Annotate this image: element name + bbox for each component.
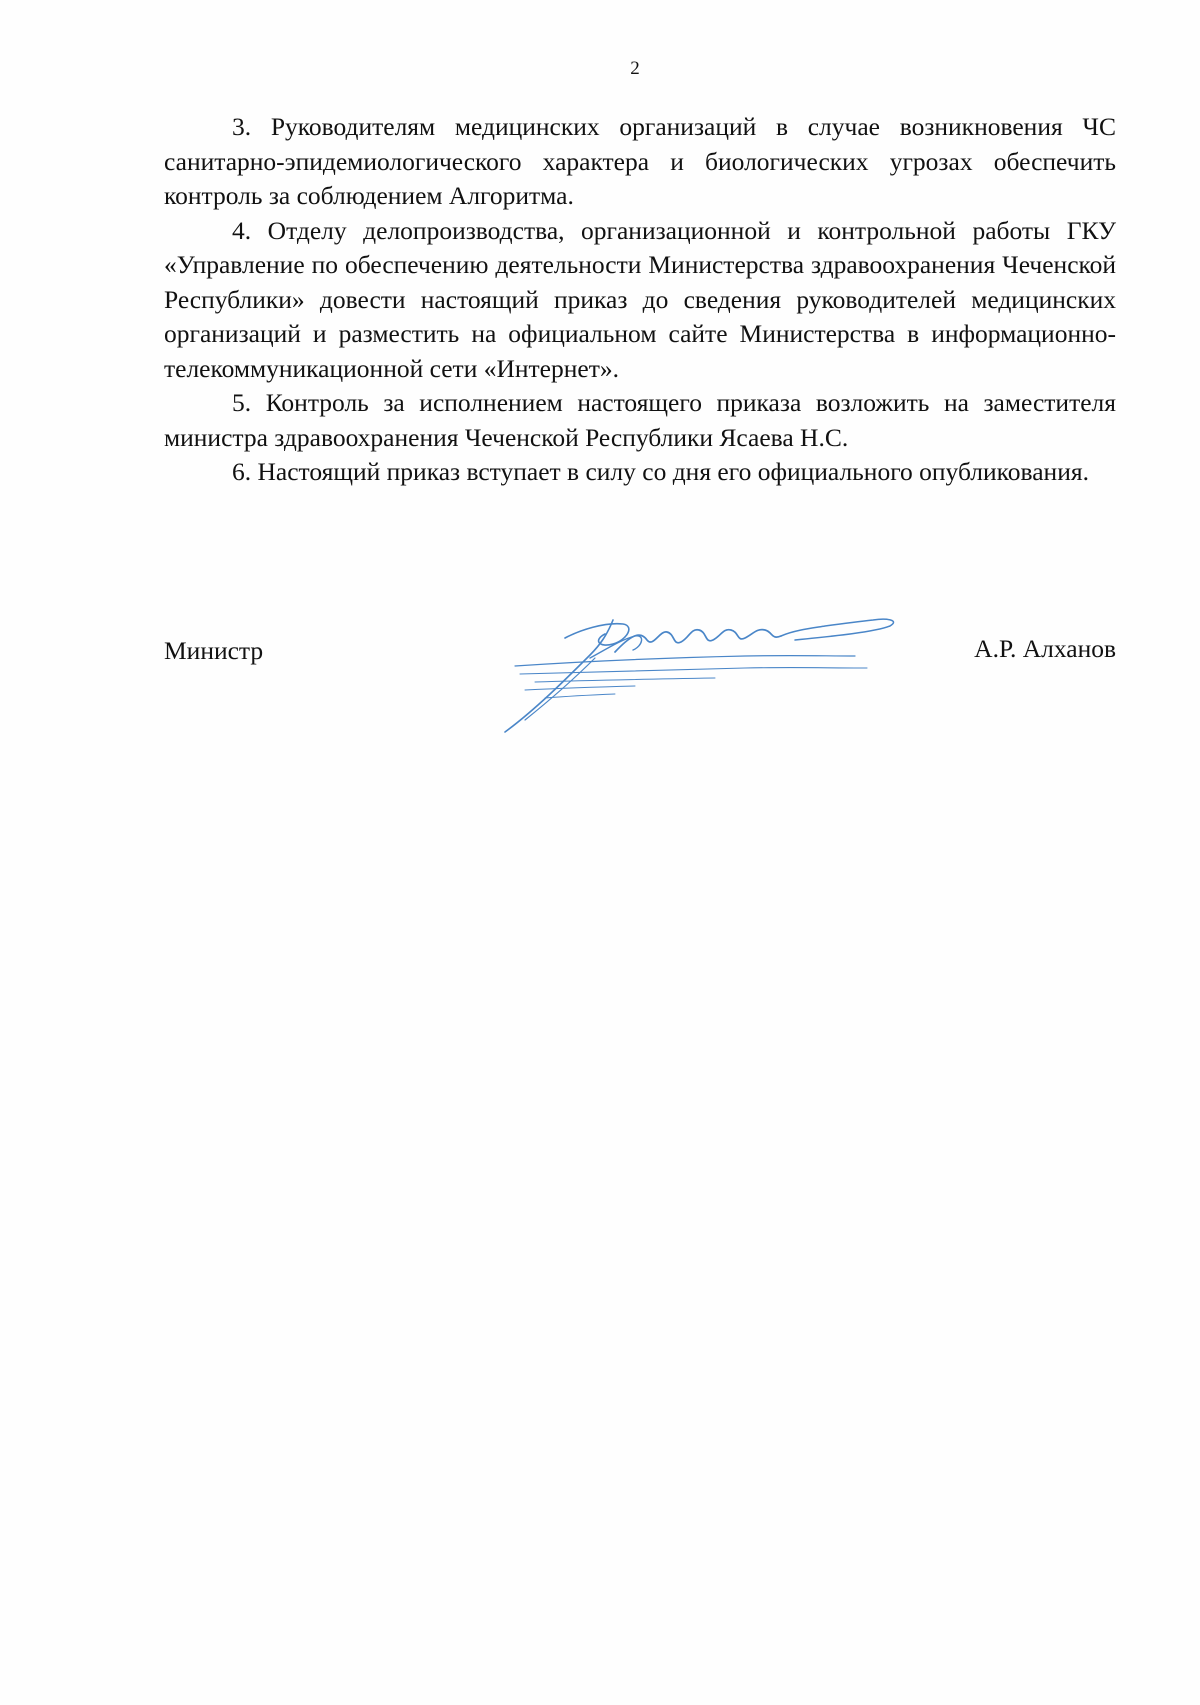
page-number: 2 [630,58,640,79]
paragraph-6: 6. Настоящий приказ вступает в силу со дня его официального опубликования. [232,457,1089,486]
paragraph-3: 3. Руководителям медицинских организаций в случае возникновения ЧС санитарно-эпидемиологического характера и биологических угрозах обеспечить контроль за соблюдением Алгоритма. [164,112,1116,210]
handwritten-signature [495,600,925,740]
signatory-title: Министр [164,636,264,665]
paragraph-5: 5. Контроль за исполнением настоящего приказа возложить на заместителя министра здравоохранения Чеченской Республики Ясаева Н.С. [164,388,1116,452]
document-body [164,110,1116,490]
signatory-name: А.Р. Алханов [974,634,1116,663]
signature-block [164,630,1116,670]
paragraph-4: 4. Отделу делопроизводства, организационной и контрольной работы ГКУ «Управление по обеспечению деятельности Министерства здравоохранения Чеченской Республики» довести настоящий приказ до сведения руководителей медицинских организаций и разместить на официальном сайте Министерства в информационно-телекоммуникационной сети «Интернет». [164,215,1116,383]
